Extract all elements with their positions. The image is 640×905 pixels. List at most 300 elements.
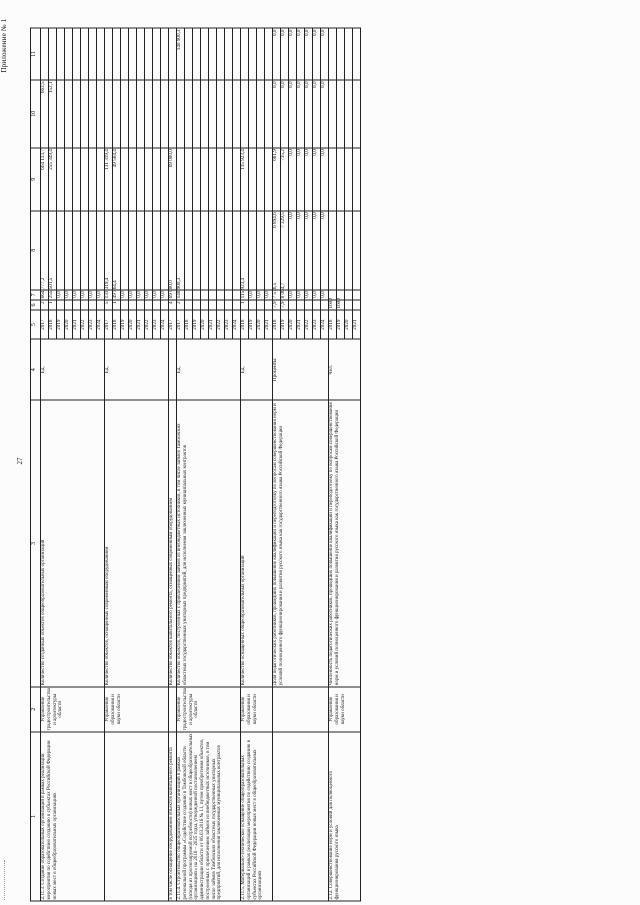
- target-value-cell: 1: [113, 299, 121, 309]
- offbudget-cell: [137, 28, 145, 80]
- total-cell: 0,0: [161, 289, 169, 299]
- local-cell: [177, 79, 185, 147]
- offbudget-cell: [345, 28, 353, 80]
- unit-cell: Ед.: [241, 339, 273, 400]
- offbudget-cell: [121, 28, 129, 80]
- year-cell: 2021: [265, 310, 273, 339]
- federal-cell: 0,0: [289, 210, 297, 289]
- local-cell: [145, 79, 153, 147]
- indicator-cell: Количество созданных объектов общеобразовательных организаций: [41, 400, 105, 686]
- regional-cell: 0,0: [305, 147, 313, 210]
- target-value-cell: 1: [241, 299, 249, 309]
- year-cell: 2020: [65, 310, 73, 339]
- offbudget-cell: [113, 28, 121, 80]
- target-value-cell: [289, 299, 297, 309]
- offbudget-cell: [89, 28, 97, 80]
- offbudget-cell: [217, 28, 225, 80]
- year-cell: 2020: [201, 310, 209, 339]
- local-cell: [233, 79, 241, 147]
- federal-cell: [57, 210, 65, 289]
- target-value-cell: [249, 299, 257, 309]
- total-cell: 0,0: [153, 289, 161, 299]
- target-value-cell: [313, 299, 321, 309]
- measure-name-cell: 2.11.3. Создание образовательных организаций в рамках реализации мероприятия по содействию созданию в субъектах Российской Федерации новых мест в общеобразовательных организациях: [41, 731, 105, 900]
- federal-cell: [353, 210, 361, 289]
- total-cell: 0,0: [81, 289, 89, 299]
- regional-cell: 0,0: [289, 147, 297, 210]
- year-cell: 2018: [113, 310, 121, 339]
- regional-cell: [121, 147, 129, 210]
- regional-cell: [153, 147, 161, 210]
- year-cell: 2018: [185, 310, 193, 339]
- year-cell: 2022: [217, 310, 225, 339]
- total-cell: 255 501,5: [49, 289, 57, 299]
- local-cell: [97, 79, 105, 147]
- year-cell: 2024: [233, 310, 241, 339]
- year-cell: 2019: [337, 310, 345, 339]
- header-cell: 9: [31, 147, 41, 210]
- total-cell: 0,0: [137, 289, 145, 299]
- local-cell: [185, 79, 193, 147]
- regional-cell: [257, 147, 265, 210]
- executor-cell: Управление градостроительства и архитектуры области: [41, 686, 105, 731]
- measure-name-cell: 2.11.5. Материально-техническое оснащение общеобразовательных организаций в рамках реализации мероприятия по содействию созданию в субъектах Российской Федерации новых мест в общеобразовательных организациях: [241, 731, 273, 900]
- total-cell: [209, 289, 217, 299]
- year-cell: 2017: [177, 310, 185, 339]
- offbudget-cell: [97, 28, 105, 80]
- regional-cell: [73, 147, 81, 210]
- regional-cell: 69 000,0: [169, 147, 177, 210]
- regional-cell: 255 349,4: [49, 147, 57, 210]
- federal-cell: [113, 210, 121, 289]
- year-cell: 2019: [281, 310, 289, 339]
- target-value-cell: 2: [41, 299, 49, 309]
- federal-cell: [137, 210, 145, 289]
- target-value-cell: [129, 299, 137, 309]
- table-body: [41, 28, 361, 901]
- offbudget-cell: [225, 28, 233, 80]
- total-cell: 0,0: [57, 289, 65, 299]
- local-cell: [137, 79, 145, 147]
- total-cell: 0,0: [289, 289, 297, 299]
- regional-cell: [65, 147, 73, 210]
- offbudget-cell: [185, 28, 193, 80]
- regional-cell: 0,0: [313, 147, 321, 210]
- local-cell: 0,0: [321, 79, 329, 147]
- federal-cell: [145, 210, 153, 289]
- federal-cell: [121, 210, 129, 289]
- offbudget-cell: [329, 28, 337, 80]
- measure-name-cell: 2.12. Совершенствование норм и условий для полноценного функционирования русского языка: [329, 731, 361, 900]
- regional-cell: [249, 147, 257, 210]
- appendix-label: Приложение № 1: [0, 18, 8, 73]
- federal-cell: [217, 210, 225, 289]
- federal-cell: [337, 210, 345, 289]
- indicator-cell: Доля педагогических работников, прошедших повышение квалификации и переподготовку по вопросам совершенствования норм и условий полноценного функционирования и развития русского языка как государственного языка Российской Федерации: [273, 400, 329, 686]
- offbudget-cell: 0,0: [305, 28, 313, 80]
- offbudget-cell: [105, 28, 113, 80]
- total-cell: 0,0: [297, 289, 305, 299]
- table-row: [177, 28, 185, 901]
- regional-cell: 131 319,4: [105, 147, 113, 210]
- header-cell: 7: [31, 289, 41, 299]
- target-value-cell: 7,9: [273, 299, 281, 309]
- local-cell: 0,0: [313, 79, 321, 147]
- total-cell: 69 000,0: [169, 289, 177, 299]
- local-cell: 0,0: [273, 79, 281, 147]
- federal-cell: 7 329,5: [281, 210, 289, 289]
- year-cell: 2023: [89, 310, 97, 339]
- local-cell: [129, 79, 137, 147]
- year-cell: 2019: [193, 310, 201, 339]
- federal-cell: [193, 210, 201, 289]
- header-cell: 4: [31, 339, 41, 400]
- year-cell: 2023: [313, 310, 321, 339]
- total-cell: 8 064,7: [281, 289, 289, 299]
- unit-cell: Ед.: [41, 339, 105, 400]
- year-cell: 2022: [305, 310, 313, 339]
- federal-cell: [257, 210, 265, 289]
- local-cell: [73, 79, 81, 147]
- total-cell: [353, 289, 361, 299]
- regional-cell: 115 923,4: [241, 147, 249, 210]
- target-value-cell: 4: [169, 299, 177, 309]
- federal-cell: [201, 210, 209, 289]
- total-cell: 0,0: [89, 289, 97, 299]
- local-cell: [81, 79, 89, 147]
- regional-cell: 0,0: [297, 147, 305, 210]
- table-row: [169, 28, 177, 901]
- header-cell: 10: [31, 79, 41, 147]
- target-value-cell: [153, 299, 161, 309]
- year-cell: 2020: [345, 310, 353, 339]
- target-value-cell: [185, 299, 193, 309]
- offbudget-cell: [57, 28, 65, 80]
- target-value-cell: 1600: [329, 299, 337, 309]
- year-cell: 2021: [353, 310, 361, 339]
- header-cell: 6: [31, 299, 41, 309]
- offbudget-cell: [41, 28, 49, 80]
- header-cell: 8: [31, 210, 41, 289]
- year-cell: 2019: [249, 310, 257, 339]
- offbudget-cell: 140 900,3: [177, 28, 185, 80]
- total-cell: 664 777,2: [41, 289, 49, 299]
- regional-cell: [57, 147, 65, 210]
- federal-cell: [73, 210, 81, 289]
- unit-cell: Ед.: [105, 339, 169, 400]
- target-value-cell: [201, 299, 209, 309]
- indicator-cell: Численность педагогических работников, прошедших повышение квалификации и переподготовку по вопросам совершенствования норм и условий полноценного функционирования и развития русского языка как государственного языка Российской Федерации: [329, 400, 361, 686]
- regional-cell: [137, 147, 145, 210]
- total-cell: 0,0: [121, 289, 129, 299]
- regional-cell: [217, 147, 225, 210]
- executor-cell: [273, 686, 329, 731]
- table-row: [329, 28, 337, 901]
- measure-name-cell: [273, 731, 329, 900]
- header-row: [31, 28, 41, 901]
- local-cell: 0,0: [297, 79, 305, 147]
- year-cell: 2018: [329, 310, 337, 339]
- offbudget-cell: 0,0: [313, 28, 321, 80]
- local-cell: [121, 79, 129, 147]
- total-cell: 7 576,5: [273, 289, 281, 299]
- federal-cell: [153, 210, 161, 289]
- total-cell: 0,0: [313, 289, 321, 299]
- regional-cell: 735,2: [281, 147, 289, 210]
- regional-cell: [353, 147, 361, 210]
- executor-cell: Управление образования и науки области: [329, 686, 361, 731]
- regional-cell: 664 113,7: [41, 147, 49, 210]
- offbudget-cell: [249, 28, 257, 80]
- total-cell: 140 900,3: [177, 289, 185, 299]
- target-value-cell: [345, 299, 353, 309]
- total-cell: 0,0: [65, 289, 73, 299]
- federal-cell: [81, 210, 89, 289]
- target-value-cell: [305, 299, 313, 309]
- indicator-cell: Количество объектов, оснащенных современным оборудованием: [105, 400, 169, 686]
- measure-name-cell: [105, 731, 169, 900]
- target-value-cell: 1600: [337, 299, 345, 309]
- regional-cell: 681,9: [273, 147, 281, 210]
- target-value-cell: [145, 299, 153, 309]
- unit-cell: Ед.: [177, 339, 241, 400]
- total-cell: 0,0: [257, 289, 265, 299]
- year-cell: 2019: [121, 310, 129, 339]
- offbudget-cell: [201, 28, 209, 80]
- local-cell: [217, 79, 225, 147]
- total-cell: 0,0: [321, 289, 329, 299]
- offbudget-cell: [233, 28, 241, 80]
- regional-cell: [209, 147, 217, 210]
- offbudget-cell: [161, 28, 169, 80]
- target-value-cell: [193, 299, 201, 309]
- measure-name-cell: в том числе оснащение оборудованием объектов капитального ремонта: [169, 731, 177, 900]
- target-value-cell: [353, 299, 361, 309]
- local-cell: [209, 79, 217, 147]
- target-value-cell: [65, 299, 73, 309]
- header-cell: 2: [31, 686, 41, 731]
- total-cell: 0,0: [129, 289, 137, 299]
- offbudget-cell: [145, 28, 153, 80]
- local-cell: [169, 79, 177, 147]
- offbudget-cell: [65, 28, 73, 80]
- regional-cell: [201, 147, 209, 210]
- executor-cell: [169, 686, 177, 731]
- federal-cell: 0,0: [305, 210, 313, 289]
- federal-cell: [89, 210, 97, 289]
- total-cell: 0,0: [73, 289, 81, 299]
- target-value-cell: 7,9: [281, 299, 289, 309]
- local-cell: [337, 79, 345, 147]
- regional-cell: [345, 147, 353, 210]
- offbudget-cell: 0,0: [321, 28, 329, 80]
- executor-cell: Управление градостроительства и архитектуры области: [177, 686, 241, 731]
- year-cell: 2023: [153, 310, 161, 339]
- federal-cell: 6 894,6: [273, 210, 281, 289]
- offbudget-cell: [353, 28, 361, 80]
- target-value-cell: [297, 299, 305, 309]
- header-cell: 5: [31, 310, 41, 339]
- local-cell: [113, 79, 121, 147]
- header-cell: 3: [31, 400, 41, 686]
- header-cell: 11: [31, 28, 41, 80]
- offbudget-cell: 0,0: [297, 28, 305, 80]
- offbudget-cell: [193, 28, 201, 80]
- federal-cell: [185, 210, 193, 289]
- indicator-cell: Количество оснащенных общеобразовательных организаций: [241, 400, 273, 686]
- target-value-cell: 1: [49, 299, 57, 309]
- federal-cell: [161, 210, 169, 289]
- year-cell: 2018: [241, 310, 249, 339]
- year-cell: 2018: [273, 310, 281, 339]
- year-cell: 2024: [321, 310, 329, 339]
- program-table: [30, 27, 361, 901]
- regional-cell: [89, 147, 97, 210]
- year-cell: 2019: [57, 310, 65, 339]
- target-value-cell: [217, 299, 225, 309]
- measure-name-cell: 2.11.4. Строительство общеобразовательных организаций в рамках региональной программы «Содействие созданию в Тамбовской области (исходя из прогнозируемой потребности) новых мест в общеобразовательных организациях» на 2016 – 2025 годы, утвержденной постановлением администрации области от 06.03.2016 № 11, путем приобретения объектов, построенных с привлечением займов из внебюджетных источников, в том числе займов Тамбовских областных государственных унитарных предприятий, для исполнения заключенных муниципальных контрактов: [177, 731, 241, 900]
- target-value-cell: 5: [105, 299, 113, 309]
- regional-cell: [129, 147, 137, 210]
- year-cell: 2017: [169, 310, 177, 339]
- local-cell: [193, 79, 201, 147]
- offbudget-cell: [257, 28, 265, 80]
- regional-cell: [177, 147, 185, 210]
- header-cell: 1: [31, 731, 41, 900]
- local-cell: [89, 79, 97, 147]
- federal-cell: [345, 210, 353, 289]
- federal-cell: 0,0: [321, 210, 329, 289]
- target-value-cell: [57, 299, 65, 309]
- offbudget-cell: [49, 28, 57, 80]
- total-cell: [217, 289, 225, 299]
- total-cell: 131 319,4: [105, 289, 113, 299]
- local-cell: [249, 79, 257, 147]
- local-cell: [353, 79, 361, 147]
- federal-cell: [65, 210, 73, 289]
- local-cell: [65, 79, 73, 147]
- local-cell: [329, 79, 337, 147]
- regional-cell: [81, 147, 89, 210]
- year-cell: 2020: [129, 310, 137, 339]
- local-cell: 0,0: [281, 79, 289, 147]
- regional-cell: [337, 147, 345, 210]
- target-value-cell: [73, 299, 81, 309]
- year-cell: 2022: [145, 310, 153, 339]
- target-value-cell: [89, 299, 97, 309]
- table-row: [241, 28, 249, 901]
- total-cell: 49 564,4: [113, 289, 121, 299]
- unit-cell: Проценты: [273, 339, 329, 400]
- year-cell: 2022: [81, 310, 89, 339]
- offbudget-cell: 0,0: [289, 28, 297, 80]
- regional-cell: [145, 147, 153, 210]
- unit-cell: Чел.: [329, 339, 361, 400]
- offbudget-cell: 0,0: [281, 28, 289, 80]
- target-value-cell: [257, 299, 265, 309]
- local-cell: 0,0: [289, 79, 297, 147]
- regional-cell: 49 564,4: [113, 147, 121, 210]
- year-cell: 2017: [41, 310, 49, 339]
- year-cell: 2023: [225, 310, 233, 339]
- offbudget-cell: 0,0: [273, 28, 281, 80]
- regional-cell: 0,0: [321, 147, 329, 210]
- offbudget-cell: [241, 28, 249, 80]
- local-cell: [201, 79, 209, 147]
- target-value-cell: [121, 299, 129, 309]
- year-cell: 2017: [105, 310, 113, 339]
- indicator-cell: Количество объектов капитального ремонта, оснащенных современным оборудованием: [169, 400, 177, 686]
- target-value-cell: 2: [177, 299, 185, 309]
- total-cell: [185, 289, 193, 299]
- page-number: 27: [16, 457, 24, 464]
- offbudget-cell: [73, 28, 81, 80]
- year-cell: 2021: [209, 310, 217, 339]
- local-cell: [265, 79, 273, 147]
- executor-cell: Управление образования и науки области: [241, 686, 273, 731]
- total-cell: 115 923,4: [241, 289, 249, 299]
- local-cell: [225, 79, 233, 147]
- year-cell: 2021: [73, 310, 81, 339]
- federal-cell: 0,0: [297, 210, 305, 289]
- total-cell: 0,0: [305, 289, 313, 299]
- local-cell: 663,5: [41, 79, 49, 147]
- year-cell: 2021: [297, 310, 305, 339]
- local-cell: [161, 79, 169, 147]
- total-cell: 0,0: [145, 289, 153, 299]
- year-cell: 2018: [49, 310, 57, 339]
- indicator-cell: Количество объектов, построенных с привлечением займов из внебюджетных источников, в том числе займов Тамбовских областных государственных унитарных предприятий, для исполнения заключенных муниципальных контрактов: [177, 400, 241, 686]
- local-cell: 152,1: [49, 79, 57, 147]
- federal-cell: [129, 210, 137, 289]
- federal-cell: 0,0: [313, 210, 321, 289]
- local-cell: [57, 79, 65, 147]
- total-cell: [201, 289, 209, 299]
- regional-cell: [185, 147, 193, 210]
- year-cell: 2024: [161, 310, 169, 339]
- offbudget-cell: [81, 28, 89, 80]
- local-cell: [153, 79, 161, 147]
- total-cell: [345, 289, 353, 299]
- total-cell: 0,0: [97, 289, 105, 299]
- executor-cell: Управление образования и науки области: [105, 686, 169, 731]
- offbudget-cell: [129, 28, 137, 80]
- local-cell: [105, 79, 113, 147]
- offbudget-cell: [337, 28, 345, 80]
- offbudget-cell: [209, 28, 217, 80]
- total-cell: [193, 289, 201, 299]
- local-cell: 0,0: [305, 79, 313, 147]
- regional-cell: [225, 147, 233, 210]
- year-cell: 2024: [97, 310, 105, 339]
- regional-cell: [193, 147, 201, 210]
- federal-cell: [329, 210, 337, 289]
- total-cell: 0,0: [265, 289, 273, 299]
- federal-cell: [225, 210, 233, 289]
- target-value-cell: [225, 299, 233, 309]
- year-cell: 2020: [289, 310, 297, 339]
- year-cell: 2021: [137, 310, 145, 339]
- total-cell: 0,0: [249, 289, 257, 299]
- target-value-cell: [209, 299, 217, 309]
- federal-cell: [209, 210, 217, 289]
- target-value-cell: [137, 299, 145, 309]
- target-value-cell: [81, 299, 89, 309]
- total-cell: [225, 289, 233, 299]
- offbudget-cell: [153, 28, 161, 80]
- federal-cell: [249, 210, 257, 289]
- local-cell: [345, 79, 353, 147]
